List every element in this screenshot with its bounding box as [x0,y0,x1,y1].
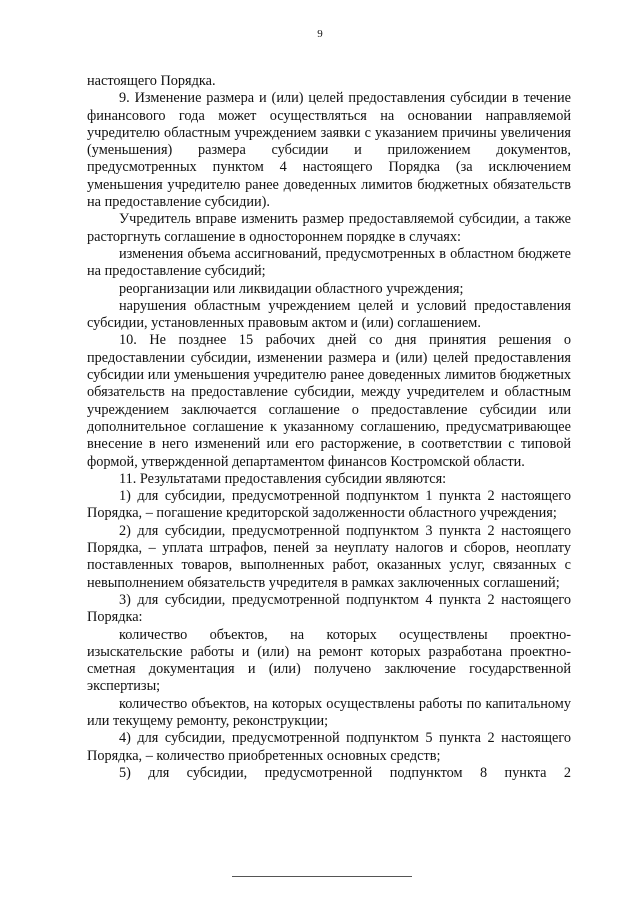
bottom-divider [232,876,412,877]
page-number: 9 [317,28,323,40]
paragraph-result-3-design-objects: количество объектов, на которых осуществлены проектно-изыскательские работы и (или) на ремонт которых разработана проектно-сметная документация и (или) получено заключение государственной экспертизы; [87,626,571,695]
paragraph-result-4: 4) для субсидии, предусмотренной подпунктом 5 пункта 2 настоящего Порядка, – количество приобретенных основных средств; [87,730,571,764]
paragraph-result-1: 1) для субсидии, предусмотренной подпунктом 1 пункта 2 настоящего Порядка, – погашение кредиторской задолженности областного учреждения; [87,488,571,522]
paragraph-founder-rights: Учредитель вправе изменить размер предоставляемой субсидии, а также расторгнуть соглашение в одностороннем порядке в случаях: [87,211,571,245]
paragraph-continuation: настоящего Порядка. [87,73,216,89]
paragraph-result-3-repair-objects: количество объектов, на которых осуществлены работы по капитальному или текущему ремонту, реконструкции; [87,695,571,729]
paragraph-case-reorganization: реорганизации или ликвидации областного учреждения; [119,280,464,297]
paragraph-item-9: 9. Изменение размера и (или) целей предоставления субсидии в течение финансового года может осуществляться на основании направляемой учредителю областным учреждением заявки с указанием причины увеличения (уменьшения) размера субсидии и приложением документов, предусмотренных пунктом 4 настоящего Порядка (за исключением уменьшения учредителю ранее доведенных лимитов бюджетных обязательств на предоставление субсидии). [87,90,571,211]
paragraph-result-3: 3) для субсидии, предусмотренной подпунктом 4 пункта 2 настоящего Порядка: [87,591,571,626]
paragraph-result-2: 2) для субсидии, предусмотренной подпунктом 3 пункта 2 настоящего Порядка, – уплата штрафов, пеней за неуплату налогов и сборов, неоплату поставленных товаров, выполненных работ, оказанных услуг, связанных с невыполнением обязательств учредителя в рамках заключенных соглашений; [87,522,571,591]
paragraph-result-5: 5) для субсидии, предусмотренной подпунктом 8 пункта 2 [119,764,571,781]
document-body [87,73,571,782]
paragraph-item-10: 10. Не позднее 15 рабочих дней со дня принятия решения о предоставлении субсидии, изменении размера и (или) целей предоставления субсидии или уменьшения учредителю ранее доведенных лимитов бюджетных обязательств на предоставление субсидии, между учредителем и областным учреждением заключается соглашение о предоставление субсидии или дополнительное соглашение к указанному соглашению, предусматривающее внесение в него изменений или его расторжение, в соответствии с типовой формой, утвержденной департаментом финансов Костромской области. [87,332,571,470]
paragraph-case-budget-change: изменения объема ассигнований, предусмотренных в областном бюджете на предоставление субсидий; [87,245,571,280]
paragraph-case-violation: нарушения областным учреждением целей и условий предоставления субсидии, установленных правовым актом и (или) соглашением. [87,297,571,332]
paragraph-item-11: 11. Результатами предоставления субсидии являются: [119,470,447,487]
